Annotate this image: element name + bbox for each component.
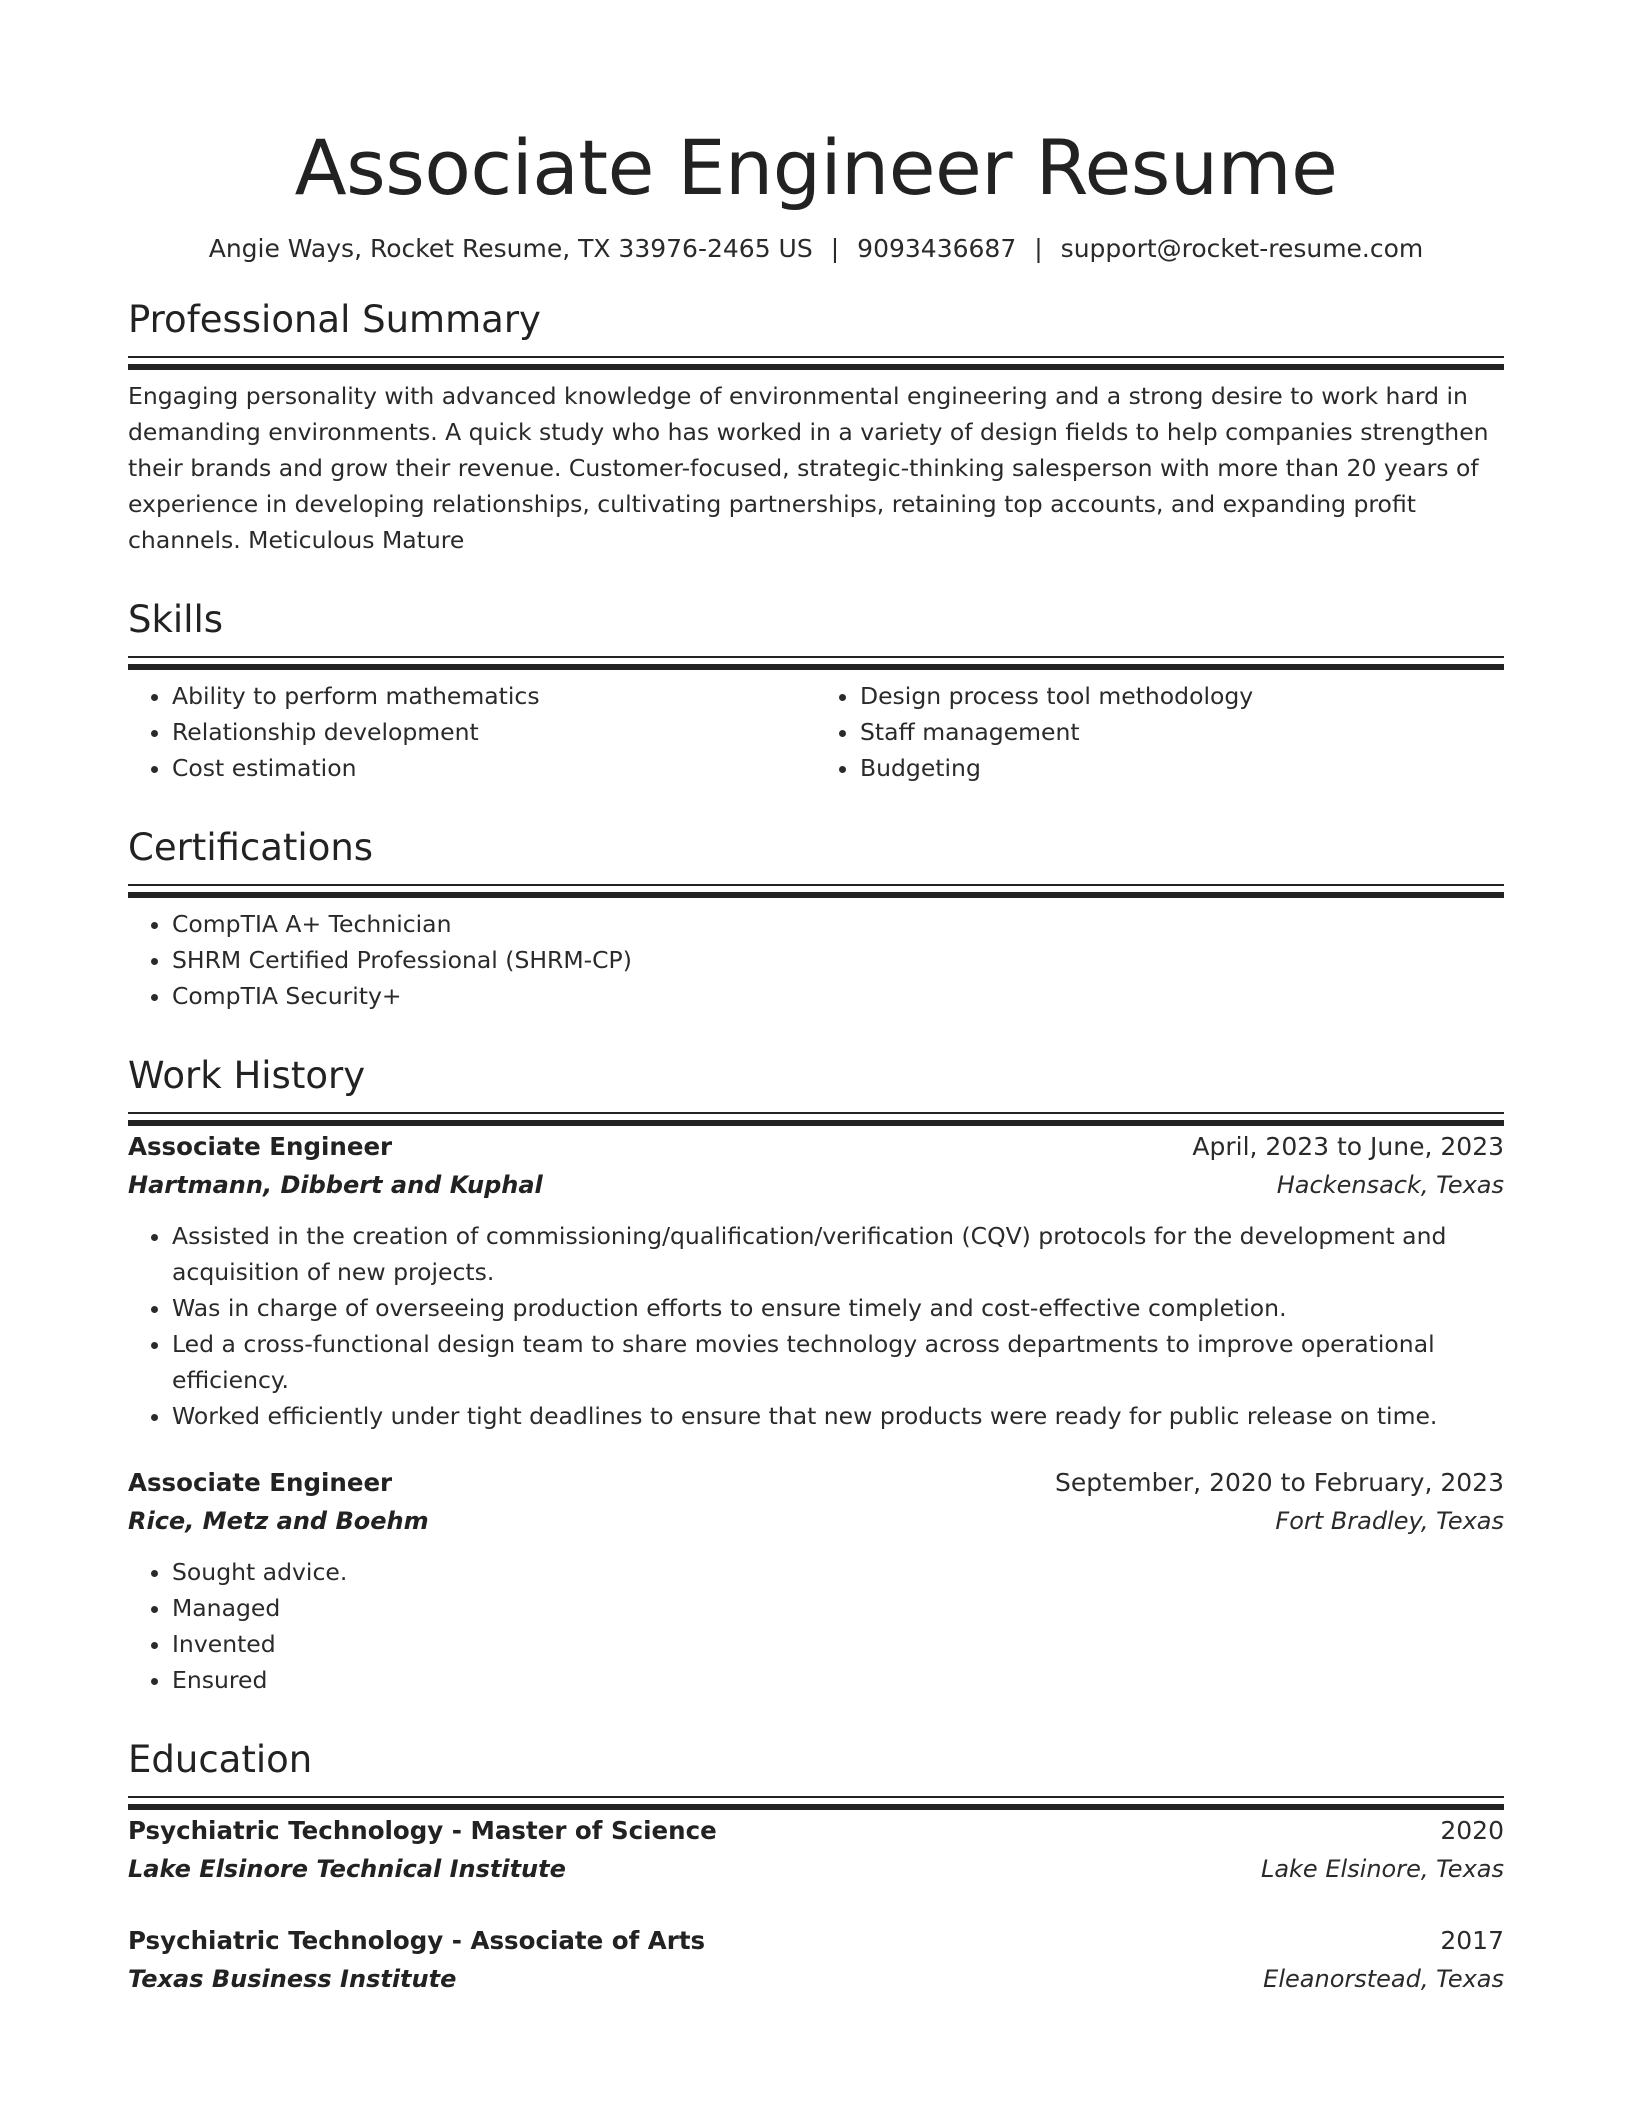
- section-divider: [128, 356, 1504, 358]
- job-company: Hartmann, Dibbert and Kuphal: [128, 1171, 543, 1199]
- list-item: • Managed: [172, 1590, 1504, 1626]
- list-item: • CompTIA Security+: [172, 978, 1504, 1014]
- skills-heading: Skills: [128, 598, 224, 641]
- summary-text: Engaging personality with advanced knowledge of environmental engineering and a strong desire to work hard in demanding environments. A quick study who has worked in a variety of design fields to help companies strengthen their brands and grow their revenue. Customer-focused, strategic-thinking salesperson with more than 20 years of experience in developing relationships, cultivating partnerships, retaining top accounts, and expanding profit channels. Meticulous Mature: [128, 382, 1489, 554]
- section-divider: [128, 656, 1504, 658]
- job-company: Rice, Metz and Boehm: [128, 1507, 429, 1535]
- job-title: Associate Engineer: [128, 1132, 393, 1161]
- contact-line: [128, 232, 1504, 266]
- education-school: Lake Elsinore Technical Institute: [128, 1855, 566, 1883]
- list-item: • SHRM Certified Professional (SHRM-CP): [172, 942, 1504, 978]
- contact-separator: |: [1034, 234, 1043, 263]
- job-location: Fort Bradley, Texas: [1275, 1507, 1504, 1535]
- list-item: • CompTIA A+ Technician: [172, 906, 1504, 942]
- list-item: • Worked efficiently under tight deadlines to ensure that new products were ready for public release on time.: [172, 1398, 1504, 1434]
- work-history-heading: Work History: [128, 1054, 366, 1097]
- certifications-heading: Certifications: [128, 826, 374, 869]
- job-dates: April, 2023 to June, 2023: [1192, 1132, 1504, 1161]
- section-divider: [128, 884, 1504, 886]
- list-item: • Cost estimation: [172, 750, 816, 786]
- education-heading: Education: [128, 1738, 313, 1781]
- work-history-section: [128, 1052, 1504, 1698]
- contact-phone: 9093436687: [857, 234, 1017, 263]
- education-degree: Psychiatric Technology - Master of Science: [128, 1816, 717, 1845]
- job-bullets: [128, 1218, 1504, 1434]
- section-divider: [128, 1796, 1504, 1798]
- resume-title: Associate Engineer Resume: [294, 123, 1338, 212]
- education-location: Lake Elsinore, Texas: [1260, 1855, 1504, 1883]
- skills-list-right: [816, 678, 1504, 786]
- job-entry: [128, 1464, 1504, 1698]
- certifications-section: [128, 824, 1504, 1014]
- education-year: 2017: [1440, 1926, 1504, 1955]
- job-dates: September, 2020 to February, 2023: [1055, 1468, 1504, 1497]
- section-divider: [128, 1112, 1504, 1114]
- job-entry: [128, 1128, 1504, 1434]
- summary-section: [128, 296, 1504, 558]
- education-section: [128, 1736, 1504, 1998]
- contact-email: support@rocket-resume.com: [1060, 234, 1424, 263]
- summary-heading: Professional Summary: [128, 298, 541, 341]
- job-title: Associate Engineer: [128, 1468, 393, 1497]
- contact-separator: |: [830, 234, 840, 263]
- education-entry: [128, 1812, 1504, 1888]
- education-location: Eleanorstead, Texas: [1263, 1965, 1504, 1993]
- list-item: • Budgeting: [860, 750, 1504, 786]
- skills-section: [128, 596, 1504, 786]
- certifications-list: [128, 906, 1504, 1014]
- education-year: 2020: [1440, 1816, 1504, 1845]
- education-degree: Psychiatric Technology - Associate of Arts: [128, 1926, 706, 1955]
- job-bullets: [128, 1554, 1504, 1698]
- skills-grid: [128, 678, 1504, 786]
- list-item: • Relationship development: [172, 714, 816, 750]
- education-entry: [128, 1922, 1504, 1998]
- list-item: • Invented: [172, 1626, 1504, 1662]
- job-location: Hackensack, Texas: [1276, 1171, 1504, 1199]
- contact-address: Angie Ways, Rocket Resume, TX 33976-2465 US: [208, 234, 813, 263]
- list-item: • Design process tool methodology: [860, 678, 1504, 714]
- list-item: • Sought advice.: [172, 1554, 1504, 1590]
- list-item: • Led a cross-functional design team to share movies technology across departments to improve operational efficiency.: [172, 1326, 1504, 1398]
- skills-list-left: [128, 678, 816, 786]
- list-item: • Staff management: [860, 714, 1504, 750]
- list-item: • Assisted in the creation of commissioning/qualification/verification (CQV) protocols for the development and acquisition of new projects.: [172, 1218, 1504, 1290]
- list-item: • Was in charge of overseeing production efforts to ensure timely and cost-effective completion.: [172, 1290, 1504, 1326]
- list-item: • Ability to perform mathematics: [172, 678, 816, 714]
- list-item: • Ensured: [172, 1662, 1504, 1698]
- education-school: Texas Business Institute: [128, 1965, 457, 1993]
